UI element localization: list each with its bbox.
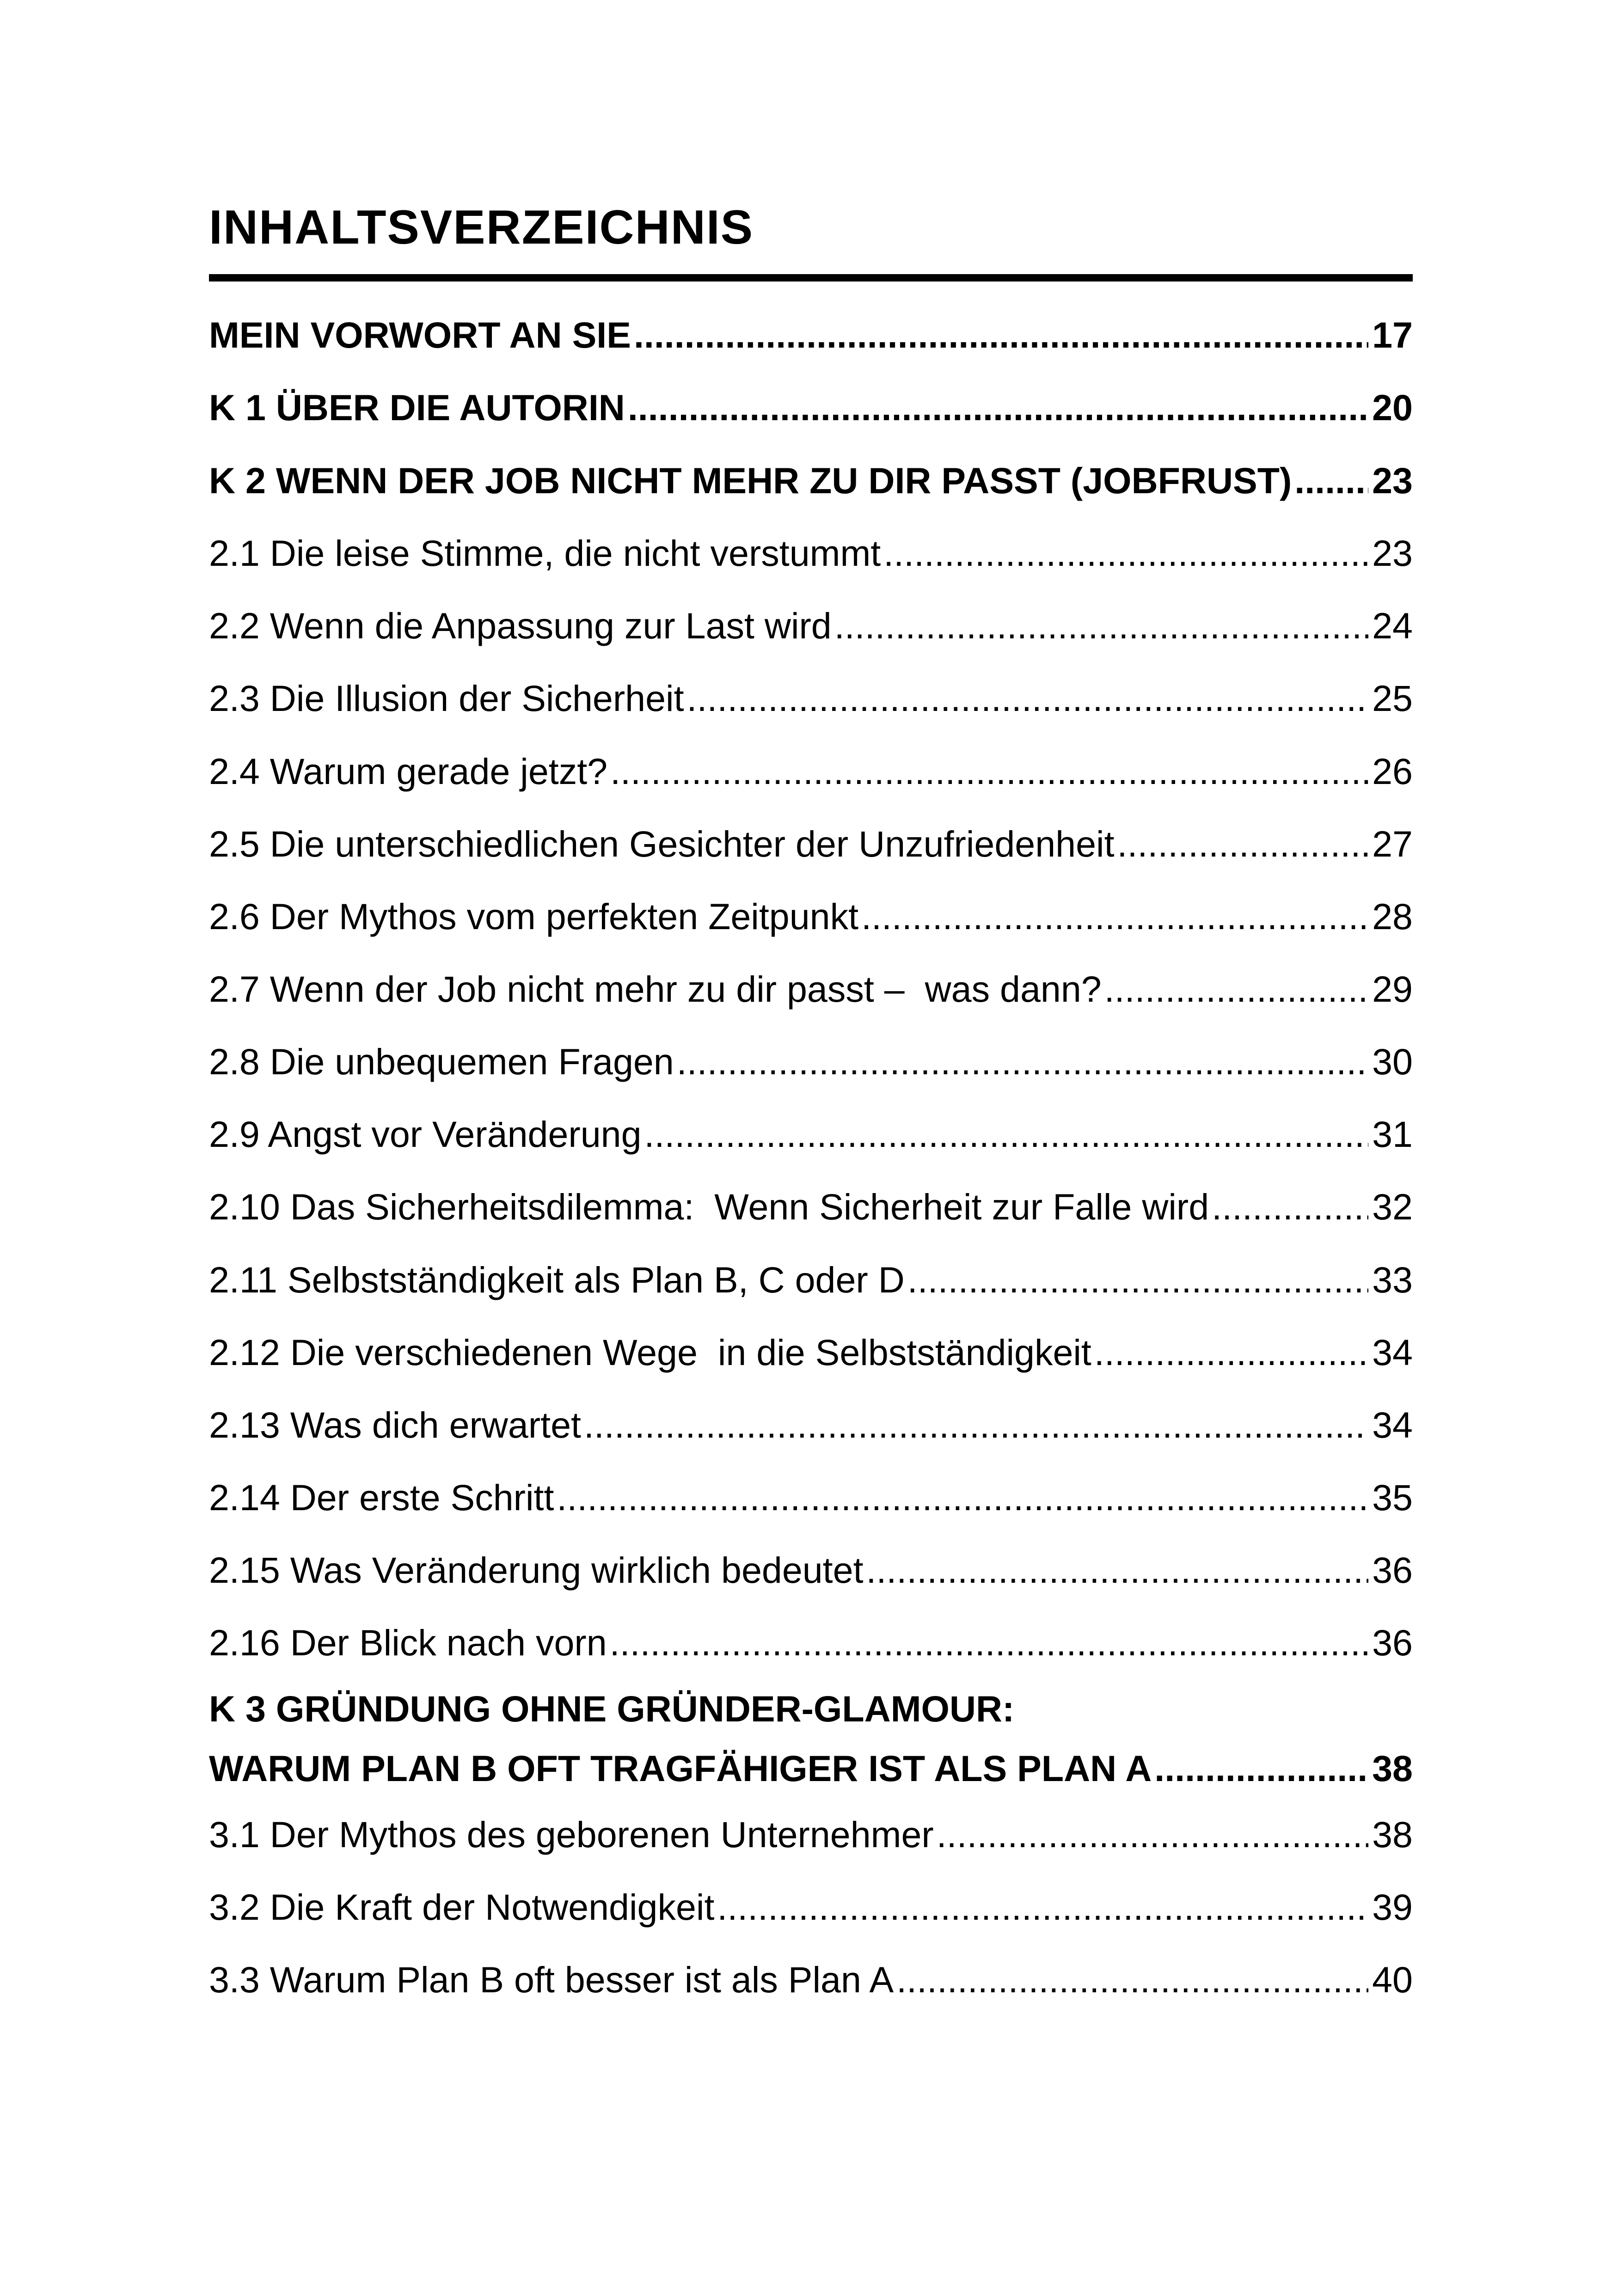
toc-entry-page: 29 [1372, 968, 1413, 1010]
dot-leader [896, 1961, 1368, 1998]
toc-entry-k2 [209, 462, 1413, 499]
toc-entry-2-5 [209, 823, 1413, 864]
toc-entry-3-2 [209, 1886, 1413, 1928]
toc-entry-page: 30 [1372, 1041, 1413, 1082]
toc-entry-page: 23 [1372, 533, 1413, 574]
dot-leader [1117, 826, 1369, 862]
toc-entry-page: 23 [1372, 460, 1413, 501]
dot-leader [584, 1407, 1368, 1443]
toc-entry-title: 2.7 Wenn der Job nicht mehr zu dir passt – was dann? [209, 968, 1102, 1010]
toc-entry-page: 38 [1372, 1748, 1413, 1789]
toc-entry-page: 28 [1372, 896, 1413, 937]
dot-leader [634, 317, 1368, 353]
toc-entry-page: 25 [1372, 678, 1413, 719]
dot-leader [883, 535, 1368, 571]
toc-entry-page: 27 [1372, 823, 1413, 864]
toc-entry-2-13 [209, 1404, 1413, 1445]
toc-entry-title: 2.12 Die verschiedenen Wege in die Selbstständigkeit [209, 1332, 1091, 1373]
dot-leader [1212, 1188, 1368, 1225]
toc-entry-title: 2.15 Was Veränderung wirklich bedeutet [209, 1549, 864, 1591]
dot-leader [1294, 462, 1368, 499]
page-title: INHALTSVERZEICHNIS [209, 201, 754, 254]
toc-entry-title: 2.4 Warum gerade jetzt? [209, 751, 608, 792]
toc-entry-k1 [209, 389, 1413, 426]
dot-leader [610, 1624, 1368, 1661]
toc-entry-2-10 [209, 1188, 1413, 1225]
toc-entry-title: 2.1 Die leise Stimme, die nicht verstummt [209, 533, 881, 574]
toc-entry-page: 38 [1372, 1814, 1413, 1855]
dot-leader [937, 1816, 1368, 1853]
toc-entry-3-1 [209, 1816, 1413, 1853]
dot-leader [717, 1889, 1368, 1925]
toc-entry-title: 2.2 Wenn die Anpassung zur Last wird [209, 605, 832, 646]
dot-leader [1104, 971, 1368, 1007]
toc-entry-2-6 [209, 898, 1413, 935]
dot-leader [687, 680, 1369, 716]
toc-entry-title: 2.3 Die Illusion der Sicherheit [209, 678, 684, 719]
toc-entry-vorwort [209, 314, 1413, 355]
toc-entry-title: WARUM PLAN B OFT TRAGFÄHIGER IST ALS PLAN A [209, 1748, 1152, 1789]
toc-entry-2-7 [209, 968, 1413, 1010]
toc-entry-page: 34 [1372, 1332, 1413, 1373]
toc-entry-2-12 [209, 1334, 1413, 1371]
toc-entry-page: 20 [1372, 387, 1413, 428]
toc-entry-page: 40 [1372, 1959, 1413, 2000]
toc-entry-page: 34 [1372, 1404, 1413, 1445]
toc-entry-title: K 2 WENN DER JOB NICHT MEHR ZU DIR PASST (JOBFRUST) [209, 460, 1292, 501]
toc-entry-2-3 [209, 678, 1413, 719]
toc-entry-page: 39 [1372, 1886, 1413, 1928]
dot-leader [1094, 1334, 1368, 1371]
toc-entry-title: 2.10 Das Sicherheitsdilemma: Wenn Sicherheit zur Falle wird [209, 1186, 1209, 1227]
toc-entry-page: 26 [1372, 751, 1413, 792]
toc-entry-k3 [209, 1690, 1413, 1787]
toc-entry-page: 17 [1372, 314, 1413, 355]
toc-entry-title: 2.11 Selbstständigkeit als Plan B, C oder D [209, 1259, 905, 1300]
toc-entry-title: 2.5 Die unterschiedlichen Gesichter der Unzufriedenheit [209, 823, 1115, 864]
dot-leader [834, 607, 1368, 644]
toc-entry-2-15 [209, 1549, 1413, 1591]
toc-entry-page: 35 [1372, 1477, 1413, 1518]
toc-entry-2-14 [209, 1479, 1413, 1516]
toc-entry-page: 36 [1372, 1622, 1413, 1663]
toc-entry-title: 2.9 Angst vor Veränderung [209, 1114, 642, 1155]
toc-entry-title: K 1 ÜBER DIE AUTORIN [209, 387, 625, 428]
toc-entry-2-4 [209, 753, 1413, 790]
dot-leader [907, 1261, 1368, 1298]
toc-entry-page: 24 [1372, 605, 1413, 646]
toc-entry-title: 3.2 Die Kraft der Notwendigkeit [209, 1886, 715, 1928]
toc-entry-title: 2.6 Der Mythos vom perfekten Zeitpunkt [209, 896, 859, 937]
toc-entry-2-9 [209, 1114, 1413, 1155]
toc-entry-2-11 [209, 1261, 1413, 1298]
dot-leader [610, 753, 1368, 790]
dot-leader [557, 1479, 1368, 1516]
toc-entry-title: 2.13 Was dich erwartet [209, 1404, 581, 1445]
toc-entry-2-16 [209, 1624, 1413, 1661]
toc-entry-page: 36 [1372, 1549, 1413, 1591]
toc-entry-page: 31 [1372, 1114, 1413, 1155]
dot-leader [861, 898, 1368, 935]
toc-entry-2-8 [209, 1043, 1413, 1080]
toc-entry-3-3 [209, 1961, 1413, 1998]
dot-leader [866, 1552, 1369, 1588]
toc-entry-title: MEIN VORWORT AN SIE [209, 314, 631, 355]
dot-leader [644, 1116, 1369, 1152]
toc-entry-title: 2.8 Die unbequemen Fragen [209, 1041, 674, 1082]
toc-entry-title: 2.16 Der Blick nach vorn [209, 1622, 607, 1663]
dot-leader [628, 389, 1368, 426]
toc-entry-title: 3.1 Der Mythos des geborenen Unternehmer [209, 1814, 934, 1855]
dot-leader [677, 1043, 1368, 1080]
dot-leader [1154, 1750, 1368, 1787]
heading-rule [209, 274, 1413, 282]
toc-entry-title: 3.3 Warum Plan B oft besser ist als Plan A [209, 1959, 894, 2000]
toc-entry-2-1 [209, 533, 1413, 574]
toc-entry-title-line1: K 3 GRÜNDUNG OHNE GRÜNDER-GLAMOUR: [209, 1688, 1015, 1729]
toc-entry-2-2 [209, 607, 1413, 644]
toc-entry-title: 2.14 Der erste Schritt [209, 1477, 554, 1518]
toc-entry-page: 33 [1372, 1259, 1413, 1300]
toc-entry-page: 32 [1372, 1186, 1413, 1227]
